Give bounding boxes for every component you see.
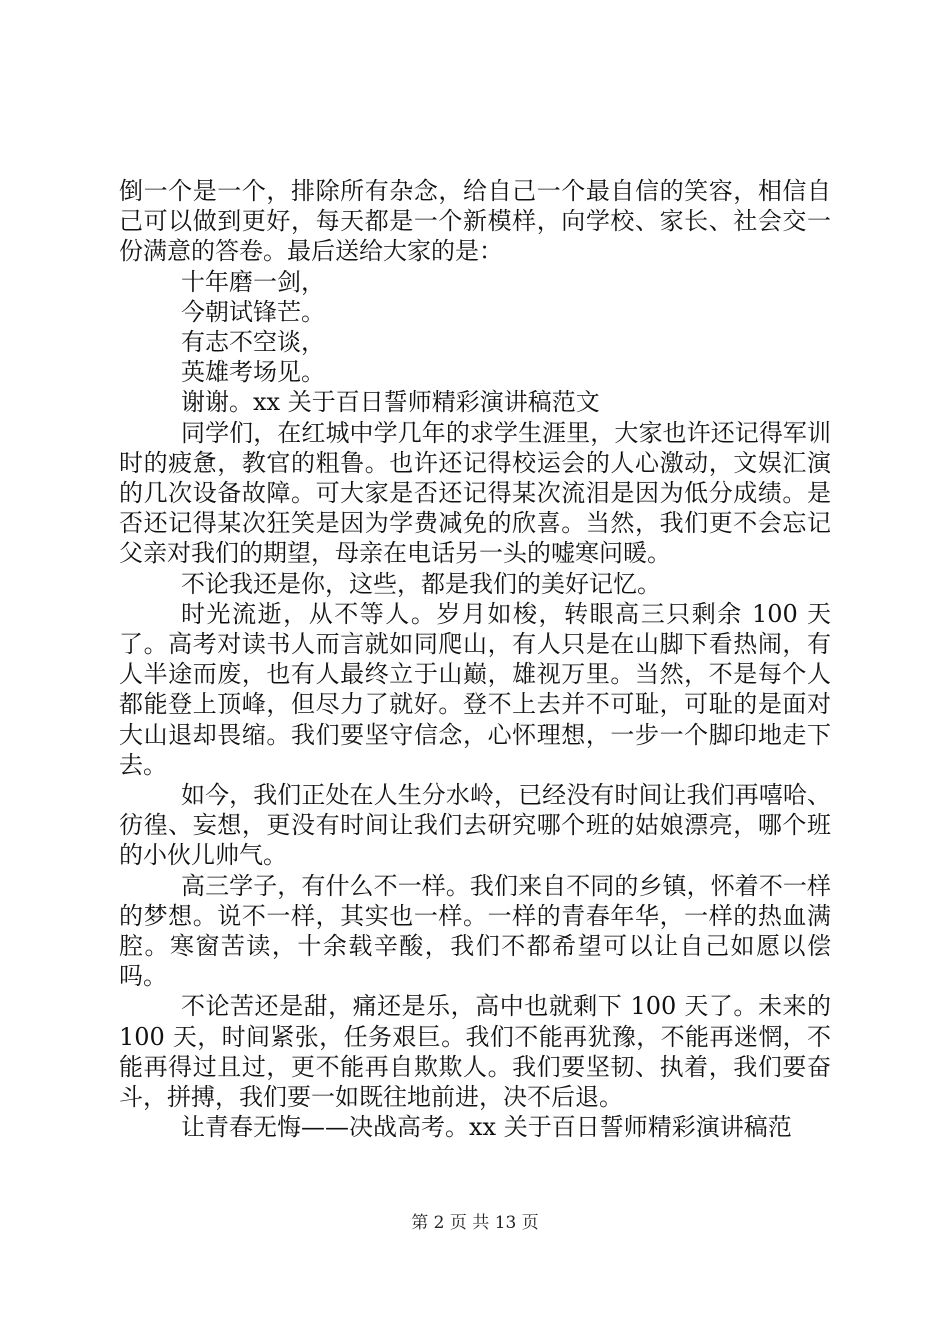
paragraph: 不论我还是你，这些，都是我们的美好记忆。 bbox=[181, 569, 661, 598]
section-heading-paragraph: 谢谢。xx 关于百日誓师精彩演讲稿范文 bbox=[181, 388, 600, 417]
page-number-footer: 第 2 页 共 13 页 bbox=[411, 1213, 539, 1233]
paragraph: 同学们，在红城中学几年的求学生涯里，大家也许还记得军训时的疲惫，教官的粗鲁。也许还记得校运会的人心激动，文娱汇演的几次设备故障。可大家是否还记得某次流泪是因为低分成绩。是否还记得某次狂笑是因为学费减免的欣喜。当然，我们更不会忘记父亲对我们的期望，母亲在电话另一头的嘘寒问暖。 bbox=[119, 418, 831, 568]
document-body bbox=[119, 176, 831, 1143]
poem-line: 有志不空谈， bbox=[181, 328, 325, 357]
paragraph: 高三学子，有什么不一样。我们来自不同的乡镇，怀着不一样的梦想。说不一样，其实也一样。一样的青春年华，一样的热血满腔。寒窗苦读，十余载辛酸，我们不都希望可以让自己如愿以偿吗。 bbox=[119, 871, 831, 991]
poem-line: 十年磨一剑， bbox=[181, 267, 325, 296]
paragraph: 不论苦还是甜，痛还是乐，高中也就剩下 100 天了。未来的 100 天，时间紧张，任务艰巨。我们不能再犹豫，不能再迷惘，不能再得过且过，更不能再自欺欺人。我们要坚韧、执着，我们要奋斗，拼搏，我们要一如既往地前进，决不后退。 bbox=[119, 992, 831, 1112]
poem-line: 今朝试锋芒。 bbox=[181, 297, 325, 326]
paragraph: 如今，我们正处在人生分水岭，已经没有时间让我们再嘻哈、彷徨、妄想，更没有时间让我们去研究哪个班的姑娘漂亮，哪个班的小伙儿帅气。 bbox=[119, 781, 831, 870]
poem-line: 英雄考场见。 bbox=[181, 358, 325, 387]
paragraph: 倒一个是一个，排除所有杂念，给自己一个最自信的笑容，相信自己可以做到更好，每天都是一个新模样，向学校、家长、社会交一份满意的答卷。最后送给大家的是： bbox=[119, 177, 831, 266]
paragraph: 时光流逝，从不等人。岁月如梭，转眼高三只剩余 100 天了。高考对读书人而言就如同爬山，有人只是在山脚下看热闹，有人半途而废，也有人最终立于山巅，雄视万里。当然，不是每个人都能登上顶峰，但尽力了就好。登不上去并不可耻，可耻的是面对大山退却畏缩。我们要坚守信念，心怀理想，一步一个脚印地走下去。 bbox=[119, 599, 831, 779]
paragraph: 让青春无悔——决战高考。xx 关于百日誓师精彩演讲稿范 bbox=[181, 1113, 792, 1142]
